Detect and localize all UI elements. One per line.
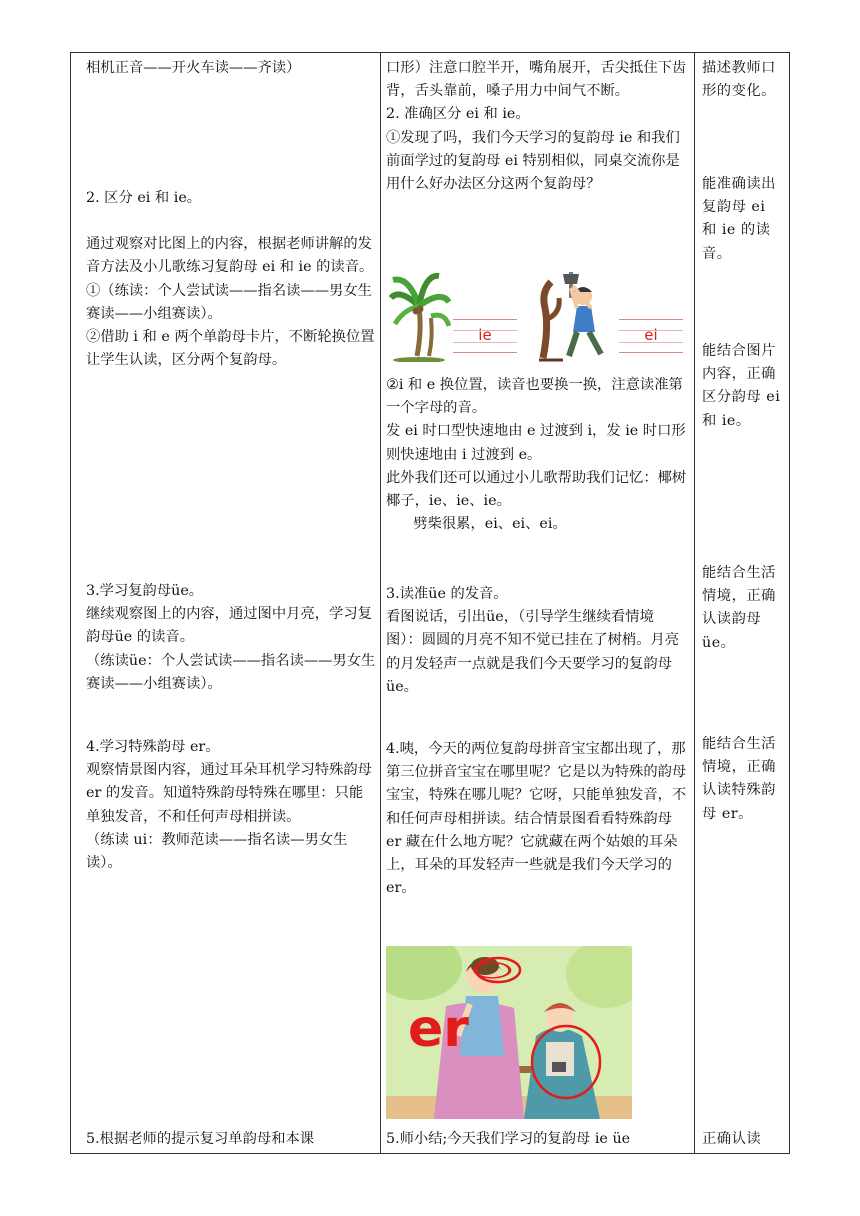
col2-block-3 [386,583,688,699]
col2-text: 发 ei 时口型快速地由 e 过渡到 i，发 ie 时口形则快速地由 i 过渡到 e。 [386,423,686,463]
col2-text: 此外我们还可以通过小儿歌帮助我们记忆：椰树椰子，ie、ie、ie。 [386,469,687,510]
col2-block-4 [386,738,688,900]
col1-text: 通过观察对比图上的内容，根据老师讲解的发音方法及小儿歌练习复韵母 ei 和 ie 的读音。 [86,236,374,276]
col1-block-2 [86,187,376,372]
col1-block-4 [86,736,376,875]
boy-chopping-wood-icon [533,268,619,362]
col3-text: 能准确读出复韵母 ei 和 ie 的读音。 [702,176,776,262]
col2-block-1 [386,57,688,196]
col1-text: （练读 ui：教师范读——指名读—男女生读）。 [86,831,348,872]
col3-goal-4 [702,562,782,655]
col1-text: 相机正音——开火车读——齐读） [86,60,301,76]
ie-card [453,319,517,353]
col3-text: 正确认读 [702,1131,762,1147]
col1-block-5 [86,1128,376,1151]
col3-text: 描述教师口形的变化。 [702,60,776,100]
table-border-col3 [694,52,695,1154]
col3-text: 能结合生活情境，正确认读韵母üe。 [702,565,776,651]
ie-label: ie [478,326,492,344]
col3-goal-1 [702,57,782,103]
col2-text: ①发现了吗，我们今天学习的复韵母 ie 和我们前面学过的复韵母 ei 特别相似，同桌交流你是用什么好办法区分这两个复韵母？ [386,129,680,193]
col2-heading: 5.师小结;今天我们学习的复韵母 ie üe [386,1131,631,1147]
col1-text: 观察情景图内容，通过耳朵耳机学习特殊韵母 er 的发音。知道特殊韵母特殊在哪里：只能单独发音，不和任何声母相拼读。 [86,762,377,825]
col1-text: ②借助 i 和 e 两个单韵母卡片，不断轮换位置让学生认读，区分两个复韵母。 [86,329,375,369]
col2-text: 劈柴很累，ei、ei、ei。 [386,516,567,533]
col1-text: ①（练读：个人尝试读——指名读——男女生赛读——小组赛读）。 [86,282,372,322]
col3-goal-6 [702,1128,782,1151]
col1-heading: 5.根据老师的提示复习单韵母和本课 [86,1131,315,1147]
table-border-right [789,52,790,1154]
col2-heading: 2. 准确区分 ei 和 ie。 [386,106,530,123]
col2-text: 口形）注意口腔半开，嘴角展开，舌尖抵住下齿背，舌头靠前，嗓子用力中间气不断。 [386,60,687,100]
col2-heading: 3.读准üe 的发音。 [386,586,508,602]
col2-text: 看图说话，引出üe，（引导学生继续看情境图）：圆圆的月亮不知不觉已挂在了树梢。月亮的月发轻声一点就是我们今天要学习的复韵母üe。 [386,609,680,695]
col3-goal-3 [702,340,786,433]
col2-block-5 [386,1128,688,1151]
er-label: er [408,999,469,1059]
col3-text: 能结合生活情境，正确认读特殊韵母 er。 [702,736,776,822]
col2-text: ②i 和 e 换位置，读音也要换一换，注意读准第一个字母的音。 [386,377,683,417]
col2-block-2 [386,374,688,536]
col1-heading: 4.学习特殊韵母 er。 [86,739,220,755]
ei-card [619,319,683,353]
ei-label: ei [644,326,658,344]
col1-heading: 2. 区分 ei 和 ie。 [86,190,202,206]
col1-text: 继续观察图上的内容，通过图中月亮，学习复韵母üe 的读音。 [86,606,372,646]
col1-heading: 3.学习复韵母üe。 [86,583,204,599]
col1-block-1 [86,57,376,80]
col1-text: （练读üe：个人尝试读——指名读——男女生赛读——小组赛读）。 [86,652,376,692]
table-border-left [70,52,71,1154]
col3-text: 能结合图片内容，正确区分韵母 ei 和 ie。 [702,343,786,429]
col2-text: 4.咦，今天的两位复韵母拼音宝宝都出现了，那第三位拼音宝宝在哪里呢？它是以为特殊的韵母宝宝，特殊在哪儿呢？它呀，只能单独发音，不和任何声母相拼读。结合情景图看看特殊韵母 er 藏在什么地方呢？它就藏在两个姑娘的耳朵上，耳朵的耳发轻声一些就是我们今天学习的 er。 [386,741,687,897]
col3-goal-5 [702,733,782,826]
two-girls-illustration [386,946,632,1119]
table-border-col2 [380,52,381,1154]
col3-goal-2 [702,173,782,266]
col1-block-3 [86,580,376,696]
palm-tree-icon [389,268,451,362]
